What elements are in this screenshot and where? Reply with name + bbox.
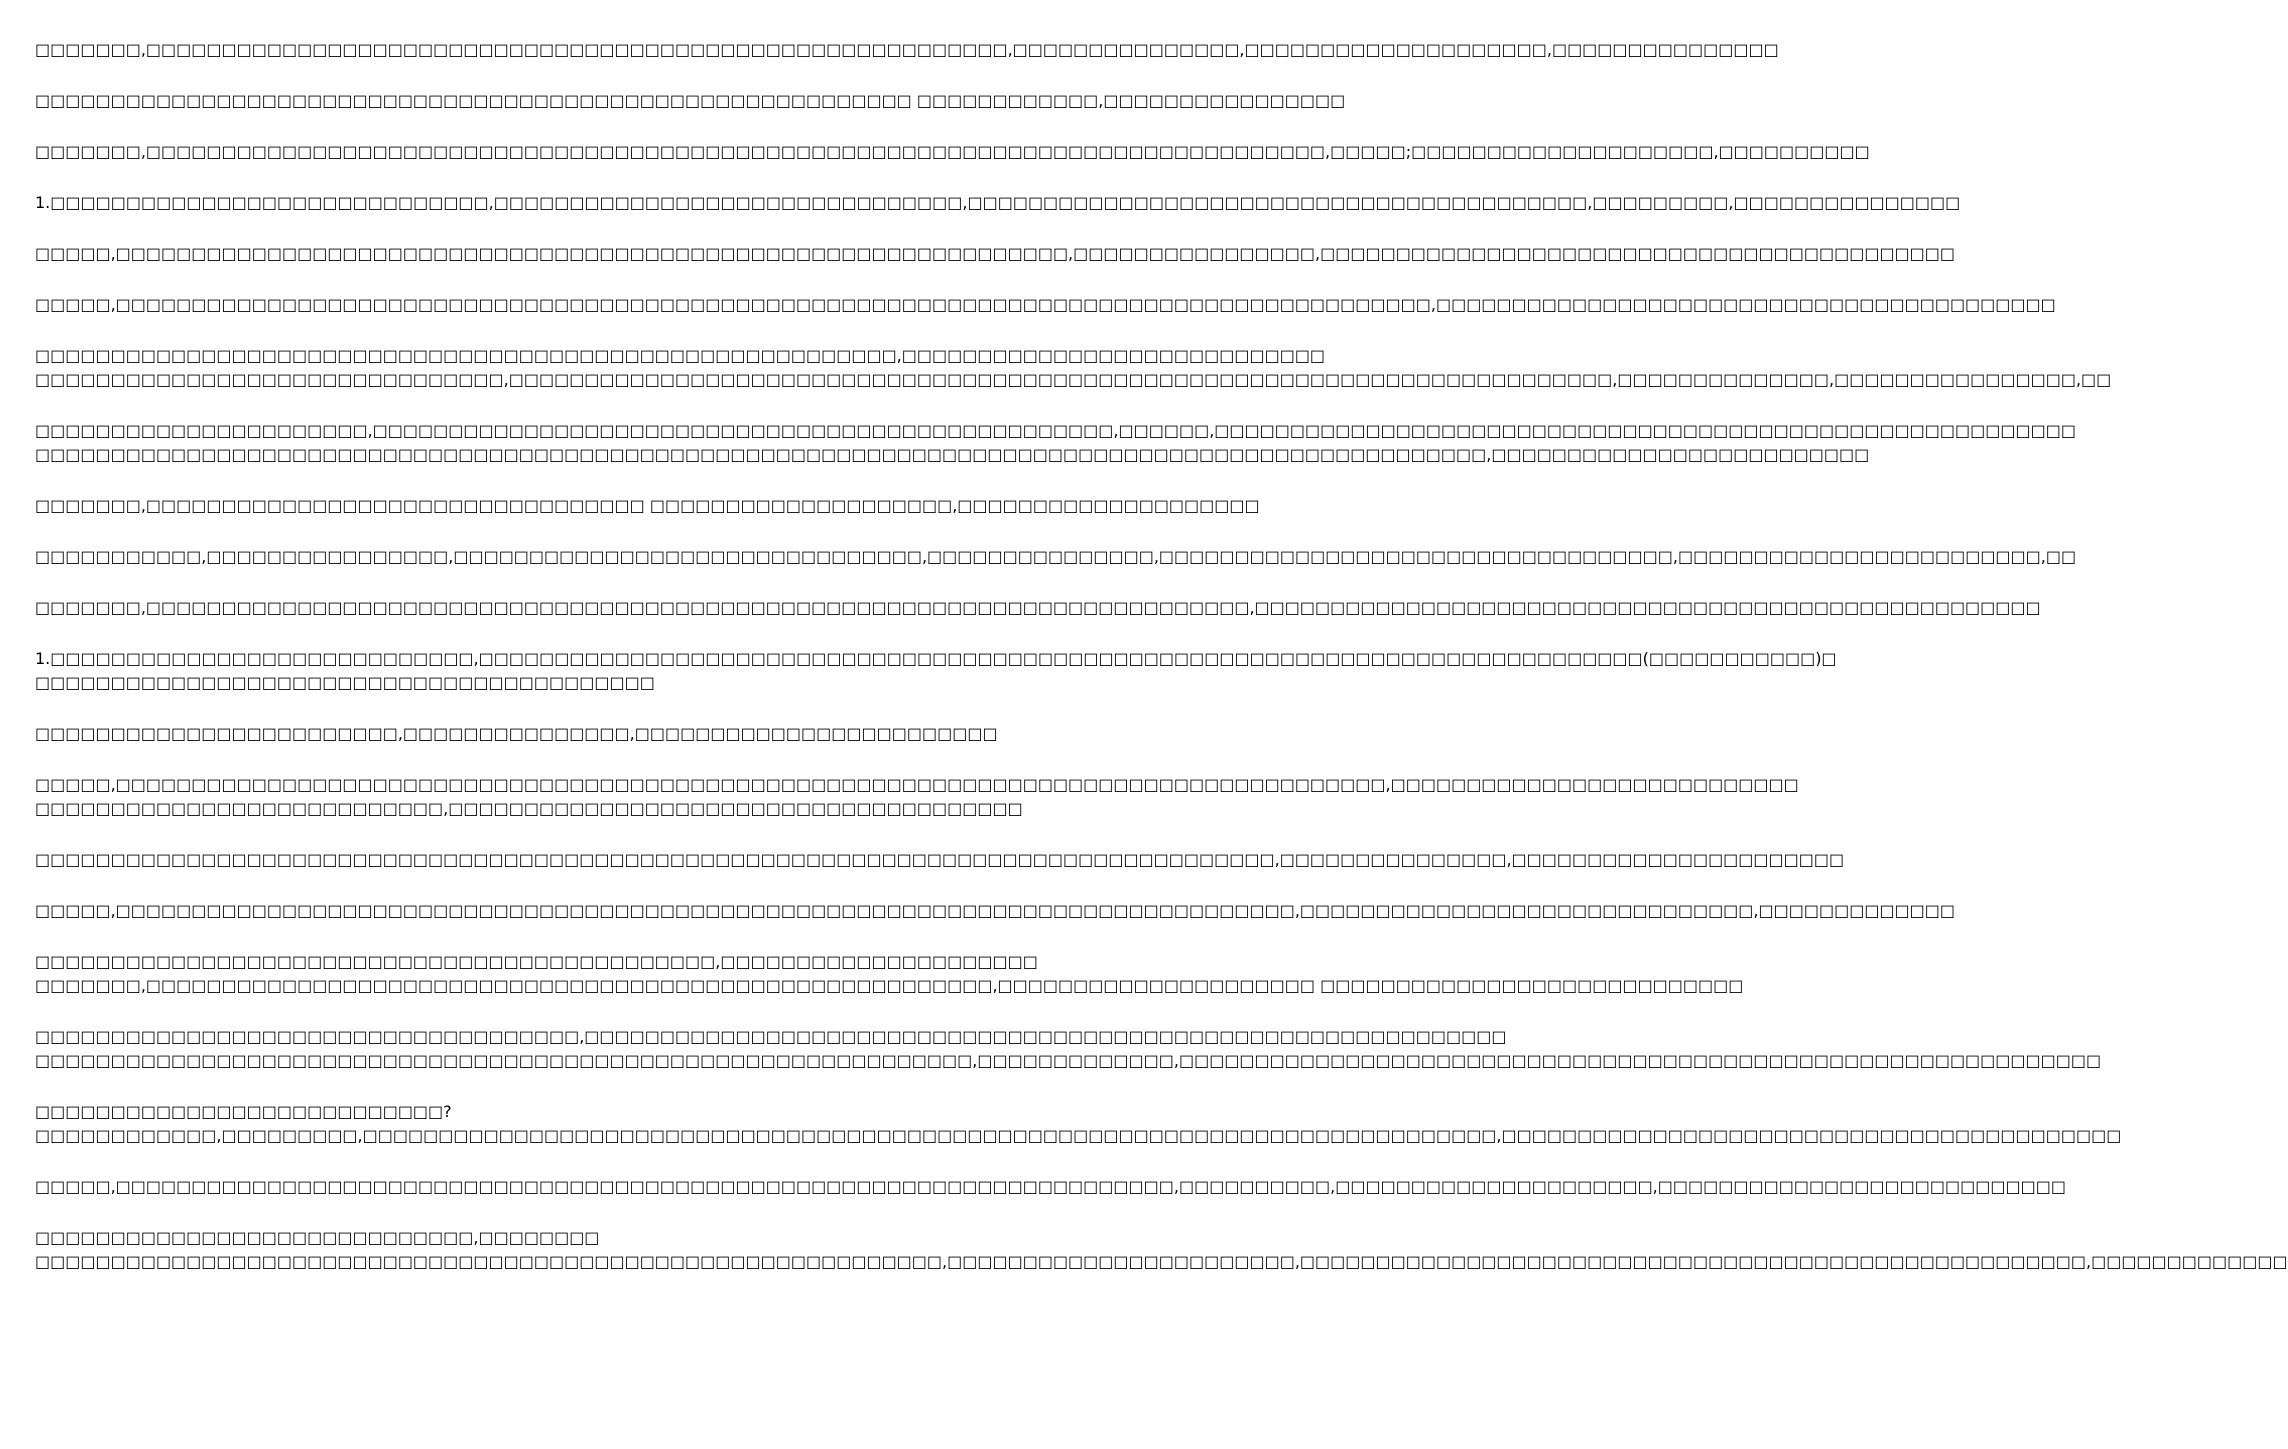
text-line: □□□□□,□□□□□□□□□□□□□□□□□□□□□□□□□□□□□□□□□□□□□□□□□□□□□□□□□□□□□□□□□□□□□□□,□□□□□□□□□□□□□□□□,□□□□□□□□□□□□□□□□□□□□□□□□□□□□□□□□□□□□□□□□□□ [35,244,1956,263]
text-line: □□□□□□□□□□□□□□□□□□□□□□□□□□□□□□□□□□□□□□□□□ [35,673,655,692]
paragraph [35,293,2056,317]
text-line: □□□□□□□□□□□□□□□□□□□□□□□□□□□? [35,1102,452,1121]
paragraph [35,545,2077,569]
text-line: □□□□□□□□□□□□□□□□□□□□□□□□□□□□□,□□□□□□□□ [35,1228,600,1247]
paragraph [35,419,2076,467]
document-body [35,38,2288,1301]
text-line: □□□□□□□□□□□□,□□□□□□□□□,□□□□□□□□□□□□□□□□□□□□□□□□□□□□□□□□□□□□□□□□□□□□□□□□□□□□□□□□□□□□□□□□□□□□□□□□□□□,□□□□□□□□□□□□□□□□□□□□□□□□□□□□□□□□□□□□□□□□□ [35,1126,2122,1145]
paragraph [35,89,1346,113]
text-line: □□□□□□□□□□□,□□□□□□□□□□□□□□□□,□□□□□□□□□□□□□□□□□□□□□□□□□□□□□□□,□□□□□□□□□□□□□□□,□□□□□□□□□□□□□□□□□□□□□□□□□□□□□□□□□□,□□□□□□□□□□□□□□□□□□□□□□□□,□□ [35,547,2077,566]
paragraph [35,38,1779,62]
paragraph [35,344,2112,392]
paragraph [35,1025,2102,1073]
text-line: □□□□□□□□□□□□□□□□□□□□□□,□□□□□□□□□□□□□□□□□□□□□□□□□□□□□□□□□□□□□□□□□□□□□□□□□,□□□□□□,□□□□□□□□□□□□□□□□□□□□□□□□□□□□□□□□□□□□□□□□□□□□□□□□□□□□□□□□□ [35,421,2076,440]
text-line: □□□□□□□□□□□□□□□□□□□□□□□□□□□□□□□□□□□□□□□□□□□□□□□□□□□□□□□□□□□□□□□□□□□□□□□□□□□□□□□□□□□□□□□□□□□□□□□□,□□□□□□□□□□□□□□□□□□□□□□□□□ [35,445,1870,464]
text-line: □□□□□□□□□□□□□□□□□□□□□□□□□□□□□□□□□□□□□□□□□□□□□,□□□□□□□□□□□□□□□□□□□□□ [35,952,1038,971]
text-line: □□□□□□□,□□□□□□□□□□□□□□□□□□□□□□□□□□□□□□□□□ □□□□□□□□□□□□□□□□□□□□,□□□□□□□□□□□□□□□□□□□□ [35,496,1260,515]
paragraph [35,596,2041,620]
paragraph [35,1100,2122,1148]
paragraph [35,773,1799,821]
text-line: □□□□□□□□□□□□□□□□□□□□□□□□□□□□□□□□□□□□,□□□□□□□□□□□□□□□□□□□□□□□□□□□□□□□□□□□□□□□□□□□□□□□□□□□□□□□□□□□□□ [35,1027,1507,1046]
paragraph [35,848,1845,872]
text-line: □□□□□□□□□□□□□□□□□□□□□□□□□□□□□□□□□□□□□□□□□□□□□□□□□□□□□□□□□□□□□□,□□□□□□□□□□□□□,□□□□□□□□□□□□□□□□□□□□□□□□□□□□□□□□□□□□□□□□□□□□□□□□□□□□□□□□□□□□□ [35,1051,2102,1070]
paragraph [35,722,998,746]
text-line: □□□□□,□□□□□□□□□□□□□□□□□□□□□□□□□□□□□□□□□□□□□□□□□□□□□□□□□□□□□□□□□□□□□□□□□□□□□□□□□□□□□□,□□□□□□□□□□□□□□□□□□□□□□□□□□□□□□,□□□□□□□□□□□□□ [35,901,1956,920]
text-line: □□□□□□□,□□□□□□□□□□□□□□□□□□□□□□□□□□□□□□□□□□□□□□□□□□□□□□□□□□□□□□□□□□□□□□□□□□□□□□□□□□□□□□,□□□□□;□□□□□□□□□□□□□□□□□□□□,□□□□□□□□□□ [35,142,1870,161]
paragraph [35,242,1956,266]
text-line: □□□□□□□□□□□□□□□□□□□□□□□□□□□□□□□□□□□□□□□□□□□□□□□□□□□□□□□□□□□□□□□□□□□□□□□□□□□□□□□□□□,□□□□□□□□□□□□□□□,□□□□□□□□□□□□□□□□□□□□□□ [35,850,1845,869]
paragraph [35,494,1260,518]
paragraph [35,1175,2066,1199]
text-line: □□□□□,□□□□□□□□□□□□□□□□□□□□□□□□□□□□□□□□□□□□□□□□□□□□□□□□□□□□□□□□□□□□□□□□□□□□□□□□□□□□□□□□□□□□□□□,□□□□□□□□□□□□□□□□□□□□□□□□□□□□□□□□□□□□□□□□□ [35,295,2056,314]
text-line: 1.□□□□□□□□□□□□□□□□□□□□□□□□□□□□□,□□□□□□□□□□□□□□□□□□□□□□□□□□□□□□□,□□□□□□□□□□□□□□□□□□□□□□□□□□□□□□□□□□□□□□□□□,□□□□□□□□□,□□□□□□□□□□□□□□□ [35,193,1961,212]
text-line: □□□□□□□□□□□□□□□□□□□□□□□□□□□□□□□□□□□□□□□□□□□□□□□□□□□□□□□□□□□□,□□□□□□□□□□□□□□□□□□□□□□□,□□□□□□□□□□□□□□□□□□□□□□□□□□□□□□□□□□□□□□□□□□□□□□□□□□□□,□□□□□□□□□□□□□ [35,1252,2288,1271]
paragraph [35,140,1870,164]
paragraph [35,191,1961,215]
paragraph [35,647,1837,695]
text-line: □□□□□,□□□□□□□□□□□□□□□□□□□□□□□□□□□□□□□□□□□□□□□□□□□□□□□□□□□□□□□□□□□□□□□□□□□□□□□□□□□□□□□□□□□□,□□□□□□□□□□□□□□□□□□□□□□□□□□□ [35,775,1799,794]
text-line: □□□□□,□□□□□□□□□□□□□□□□□□□□□□□□□□□□□□□□□□□□□□□□□□□□□□□□□□□□□□□□□□□□□□□□□□□□□□,□□□□□□□□□□,□□□□□□□□□□□□□□□□□□□□□,□□□□□□□□□□□□□□□□□□□□□□□□□□□ [35,1177,2066,1196]
text-line: □□□□□□□,□□□□□□□□□□□□□□□□□□□□□□□□□□□□□□□□□□□□□□□□□□□□□□□□□□□□□□□□□,□□□□□□□□□□□□□□□,□□□□□□□□□□□□□□□□□□□□,□□□□□□□□□□□□□□□ [35,40,1779,59]
paragraph [35,950,1744,998]
paragraph [35,899,1956,923]
text-line: □□□□□□□,□□□□□□□□□□□□□□□□□□□□□□□□□□□□□□□□□□□□□□□□□□□□□□□□□□□□□□□□□□□□□□□□□□□□□□□□□,□□□□□□□□□□□□□□□□□□□□□□□□□□□□□□□□□□□□□□□□□□□□□□□□□□□□ [35,598,2041,617]
text-line: 1.□□□□□□□□□□□□□□□□□□□□□□□□□□□□,□□□□□□□□□□□□□□□□□□□□□□□□□□□□□□□□□□□□□□□□□□□□□□□□□□□□□□□□□□□□□□□□□□□□□□□□□□□□□(□□□□□□□□□□□)□ [35,649,1837,668]
text-line: □□□□□□□□□□□□□□□□□□□□□□□□□□□□□□□□□□□□□□□□□□□□□□□□□□□□□□□□□,□□□□□□□□□□□□□□□□□□□□□□□□□□□□ [35,346,1326,365]
text-line: □□□□□□□□□□□□□□□□□□□□□□□□□□□□□□□,□□□□□□□□□□□□□□□□□□□□□□□□□□□□□□□□□□□□□□□□□□□□□□□□□□□□□□□□□□□□□□□□□□□□□□□□□,□□□□□□□□□□□□□□,□□□□□□□□□□□□□□□□,□□ [35,370,2112,389]
text-line: □□□□□□□,□□□□□□□□□□□□□□□□□□□□□□□□□□□□□□□□□□□□□□□□□□□□□□□□□□□□□□□□,□□□□□□□□□□□□□□□□□□□□□ □□□□□□□□□□□□□□□□□□□□□□□□□□□□ [35,976,1744,995]
text-line: □□□□□□□□□□□□□□□□□□□□□□□□□□□,□□□□□□□□□□□□□□□□□□□□□□□□□□□□□□□□□□□□□□ [35,799,1023,818]
paragraph [35,1226,2288,1274]
text-line: □□□□□□□□□□□□□□□□□□□□□□□□□□□□□□□□□□□□□□□□□□□□□□□□□□□□□□□□□□ □□□□□□□□□□□□,□□□□□□□□□□□□□□□□ [35,91,1346,110]
text-line: □□□□□□□□□□□□□□□□□□□□□□□□,□□□□□□□□□□□□□□□,□□□□□□□□□□□□□□□□□□□□□□□□ [35,724,998,743]
